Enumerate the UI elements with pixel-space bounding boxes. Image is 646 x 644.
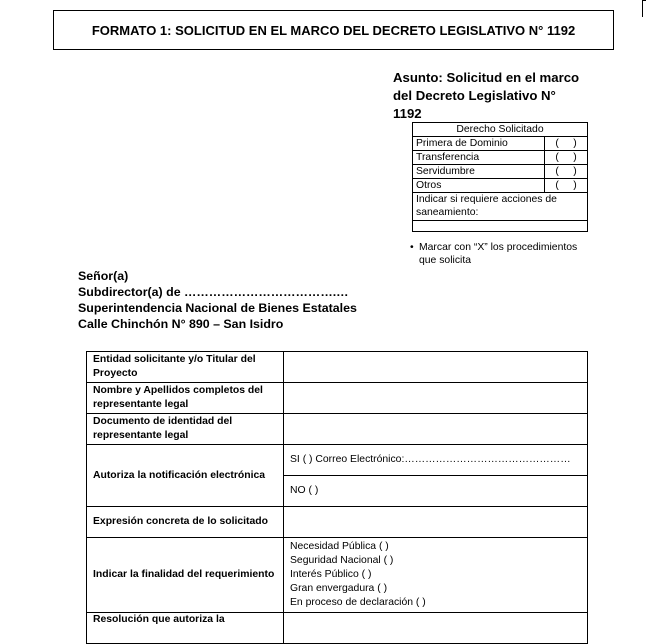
resolucion-field[interactable] — [284, 613, 588, 644]
notificacion-no-option[interactable]: NO ( ) — [284, 476, 588, 507]
derecho-checkbox[interactable]: ( ) — [545, 165, 588, 179]
representante-name-field[interactable] — [284, 383, 588, 414]
form-label: Autoriza la notificación electrónica — [87, 445, 284, 507]
form-label: Nombre y Apellidos completos del representante legal — [87, 383, 284, 414]
derecho-checkbox[interactable]: ( ) — [545, 151, 588, 165]
saneamiento-answer-row — [413, 221, 588, 232]
derecho-item-label: Transferencia — [413, 151, 545, 165]
derecho-header: Derecho Solicitado — [413, 123, 588, 137]
finalidad-option[interactable]: En proceso de declaración ( ) — [290, 597, 426, 608]
saneamiento-field[interactable] — [413, 221, 588, 232]
entidad-field[interactable] — [284, 352, 588, 383]
derecho-item-label: Otros — [413, 179, 545, 193]
finalidad-option[interactable]: Gran envergadura ( ) — [290, 583, 388, 594]
form-title: FORMATO 1: SOLICITUD EN EL MARCO DEL DECRETO LEGISLATIVO N° 1192 — [91, 22, 576, 38]
asunto-line: 1192 — [393, 106, 422, 121]
addressee-line: Superintendencia Nacional de Bienes Estatales — [78, 301, 357, 315]
form-row — [87, 414, 588, 445]
finalidad-options — [284, 538, 588, 613]
form-label: Entidad solicitante y/o Titular del Proyecto — [87, 352, 284, 383]
page-edge-line — [642, 0, 646, 17]
request-form-table — [86, 351, 588, 644]
asunto-block — [393, 69, 613, 123]
form-label: Resolución que autoriza la — [87, 613, 284, 644]
finalidad-option[interactable]: Necesidad Pública ( ) — [290, 541, 389, 552]
addressee-line: Subdirector(a) de ……………………………….… — [78, 285, 349, 299]
saneamiento-row — [413, 193, 588, 221]
asunto-line: del Decreto Legislativo N° — [393, 88, 556, 103]
derecho-header-row — [413, 123, 588, 137]
saneamiento-label: Indicar si requiere acciones de saneamiento: — [413, 193, 588, 221]
addressee-block — [78, 268, 357, 332]
form-row — [87, 538, 588, 613]
derecho-checkbox[interactable]: ( ) — [545, 137, 588, 151]
derecho-checkbox[interactable]: ( ) — [545, 179, 588, 193]
form-row — [87, 445, 588, 476]
addressee-line: Calle Chinchón N° 890 – San Isidro — [78, 317, 284, 331]
form-row — [87, 507, 588, 538]
bullet-icon: • — [410, 242, 414, 253]
derecho-row — [413, 179, 588, 193]
finalidad-option[interactable]: Seguridad Nacional ( ) — [290, 555, 394, 566]
derecho-item-label: Servidumbre — [413, 165, 545, 179]
form-label: Expresión concreta de lo solicitado — [87, 507, 284, 538]
documento-field[interactable] — [284, 414, 588, 445]
derecho-solicitado-table — [412, 122, 588, 232]
form-label: Documento de identidad del representante legal — [87, 414, 284, 445]
form-title-box — [53, 10, 614, 50]
note-line: que solicita — [419, 255, 471, 266]
instruction-note — [410, 241, 600, 267]
asunto-line: Asunto: Solicitud en el marco — [393, 70, 580, 85]
form-row — [87, 383, 588, 414]
derecho-row — [413, 151, 588, 165]
form-row — [87, 352, 588, 383]
derecho-row — [413, 137, 588, 151]
derecho-item-label: Primera de Dominio — [413, 137, 545, 151]
expresion-field[interactable] — [284, 507, 588, 538]
notificacion-si-option[interactable]: SI ( ) Correo Electrónico:………………………………………… — [284, 445, 588, 476]
finalidad-option[interactable]: Interés Público ( ) — [290, 569, 372, 580]
note-line: Marcar con “X” los procedimientos — [419, 242, 578, 253]
derecho-row — [413, 165, 588, 179]
form-label: Indicar la finalidad del requerimiento — [87, 538, 284, 613]
form-row — [87, 613, 588, 644]
addressee-line: Señor(a) — [78, 269, 129, 283]
